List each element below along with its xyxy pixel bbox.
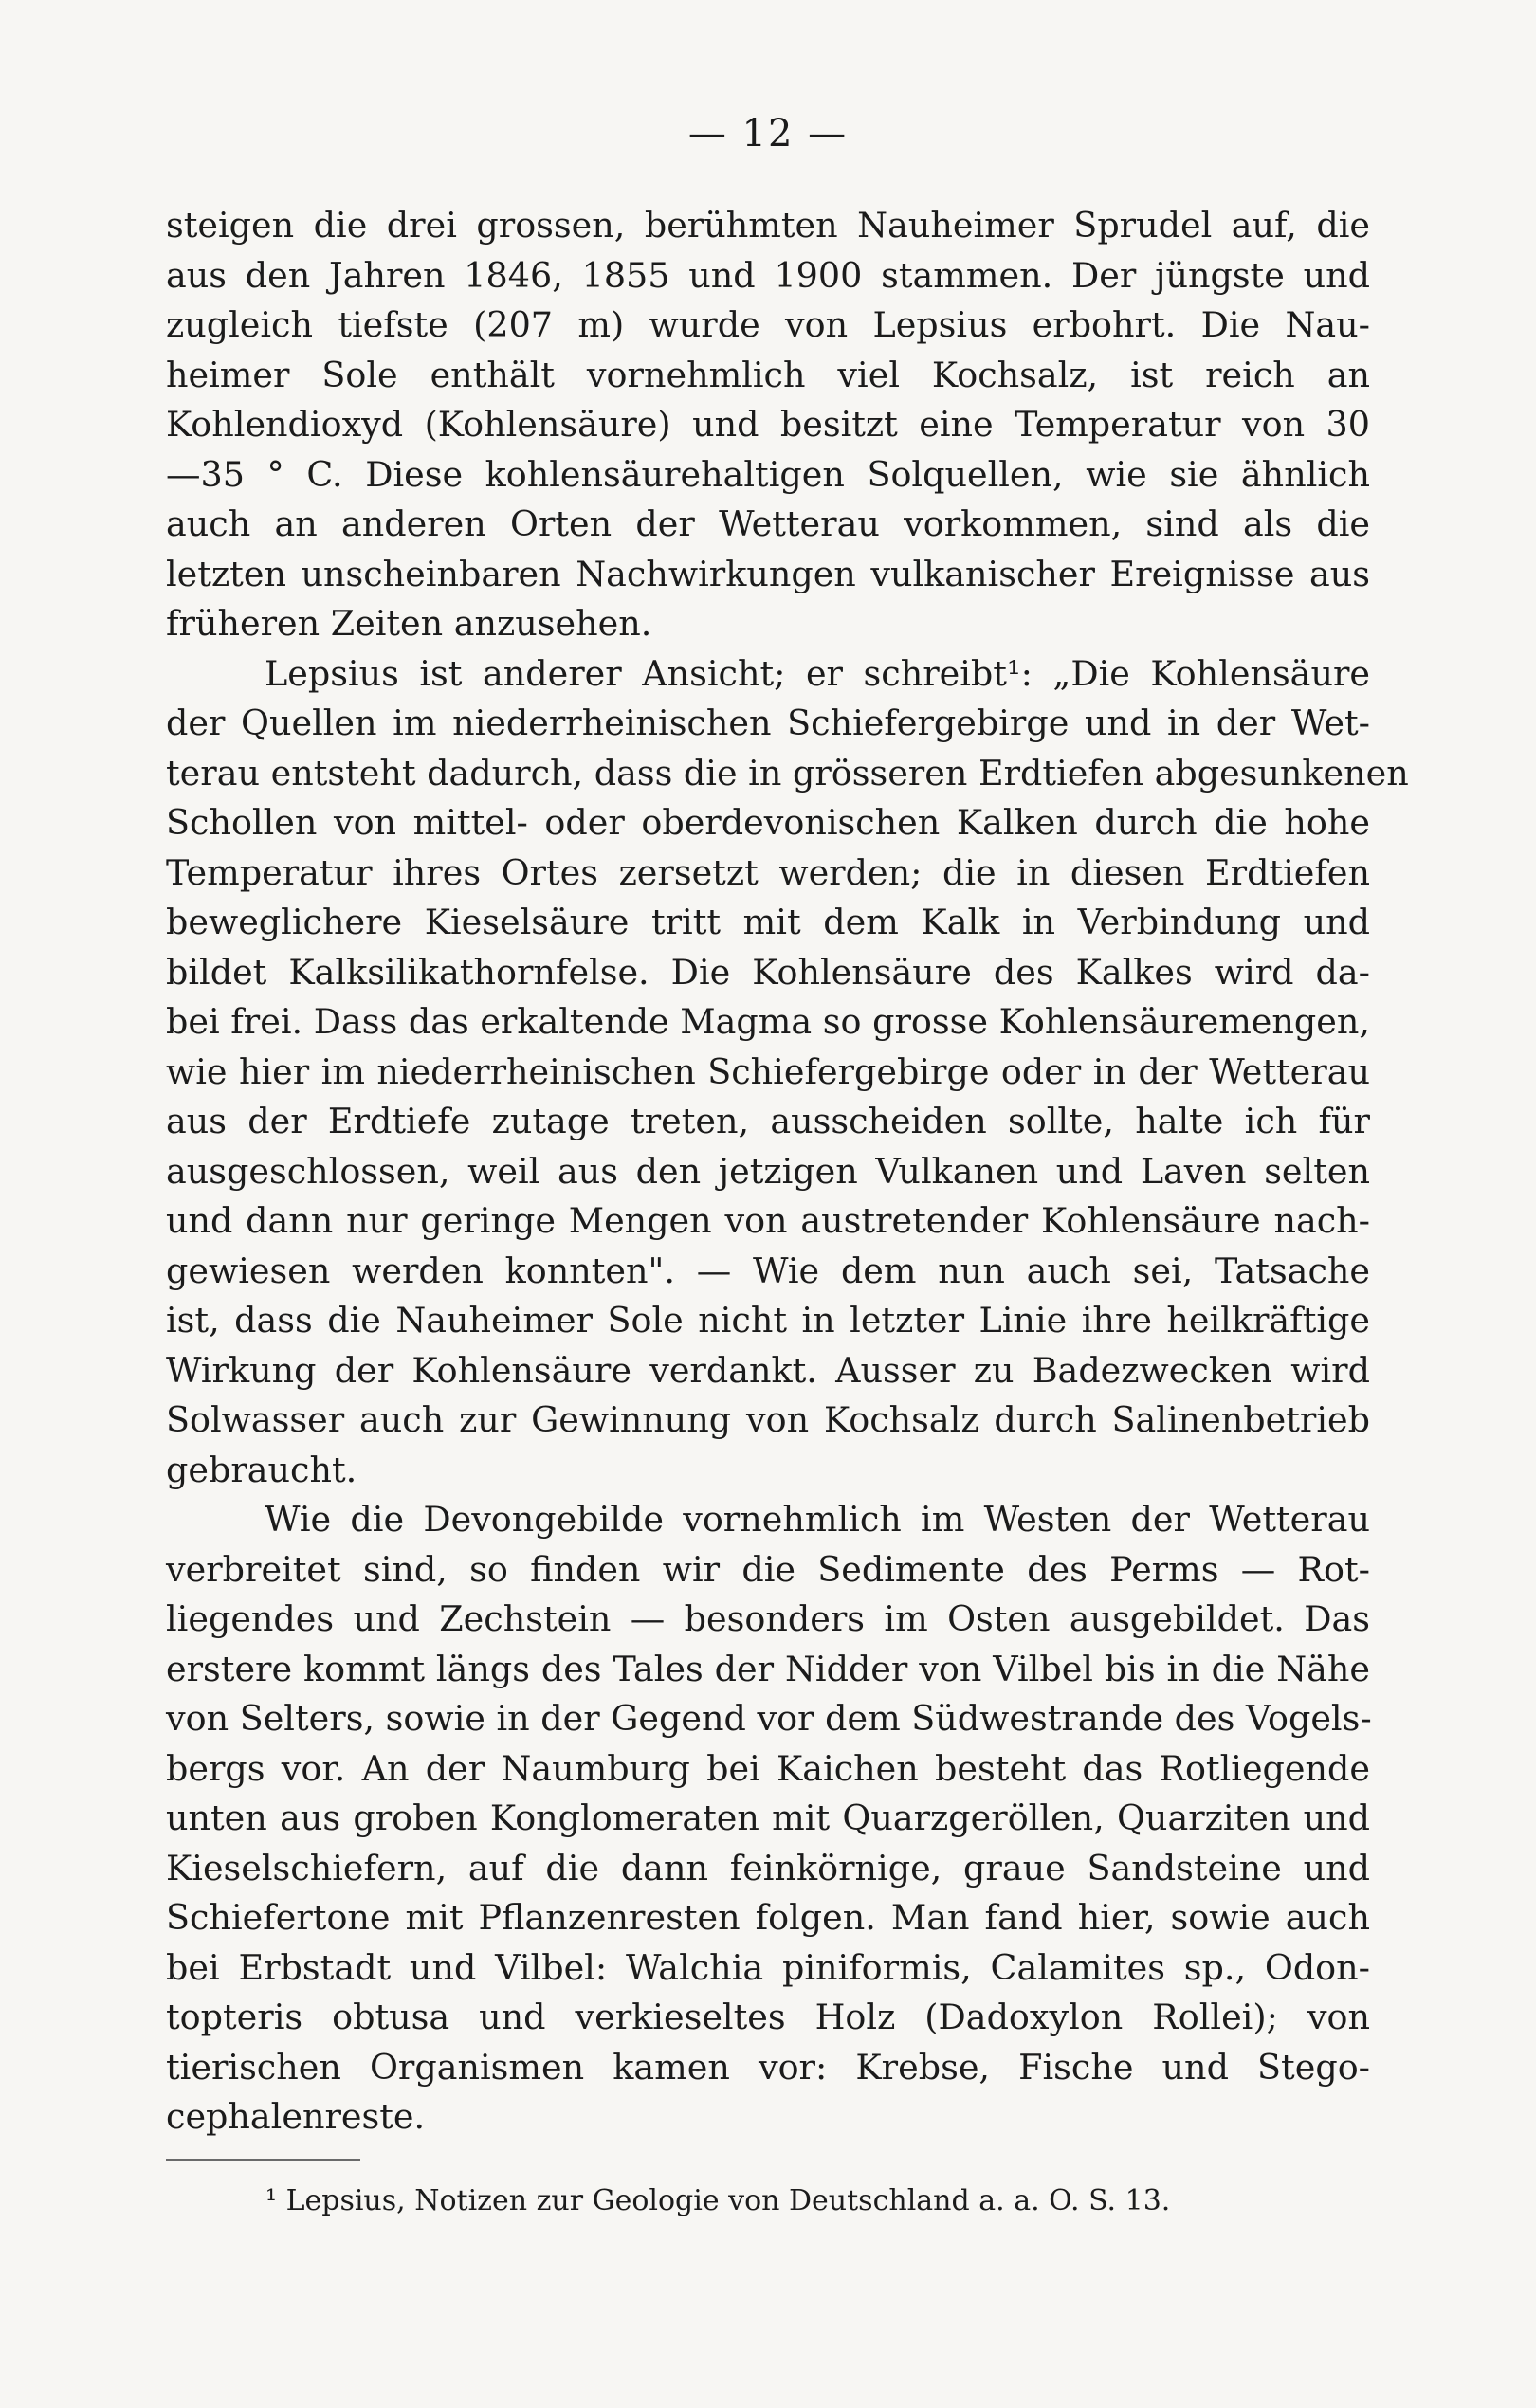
text-line: der Quellen im niederrheinischen Schiefergebirge und in der Wet- (166, 702, 1370, 743)
text-line: Solwasser auch zur Gewinnung von Kochsalz durch Salinenbetrieb (166, 1399, 1370, 1440)
page-number: — 12 — (687, 112, 849, 155)
text-line: Kohlendioxyd (Kohlensäure) und besitzt eine Temperatur von 30 (166, 404, 1370, 445)
text-line: letzten unscheinbaren Nachwirkungen vulkanischer Ereignisse aus (166, 553, 1370, 594)
footnote: ¹ Lepsius, Notizen zur Geologie von Deutschland a. a. O. S. 13. (265, 2184, 1171, 2217)
text-line: bei Erbstadt und Vilbel: Walchia piniformis, Calamites sp., Odon- (166, 1946, 1370, 1988)
text-line: cephalenreste. (166, 2096, 426, 2137)
text-line: Schiefertone mit Pflanzenresten folgen. Man fand hier, sowie auch (166, 1897, 1370, 1938)
text-line: unten aus groben Konglomeraten mit Quarzgeröllen, Quarziten und (166, 1797, 1370, 1838)
text-line: liegendes und Zechstein — besonders im Osten ausgebildet. Das (166, 1598, 1370, 1639)
text-line: aus den Jahren 1846, 1855 und 1900 stammen. Der jüngste und (166, 254, 1370, 296)
text-line: gebraucht. (166, 1449, 357, 1490)
text-line: tierischen Organismen kamen vor: Krebse, Fische und Stego- (166, 2046, 1370, 2088)
text-line: zugleich tiefste (207 m) wurde von Lepsius erbohrt. Die Nau- (166, 304, 1370, 345)
text-line: bildet Kalksilikathornfelse. Die Kohlensäure des Kalkes wird da- (166, 951, 1370, 993)
text-line: Schollen von mittel- oder oberdevonischen Kalken durch die hohe (166, 802, 1370, 843)
text-line: beweglichere Kieselsäure tritt mit dem Kalk in Verbindung und (166, 902, 1370, 942)
text-line: aus der Erdtiefe zutage treten, ausscheiden sollte, halte ich für (166, 1101, 1370, 1141)
text-line: und dann nur geringe Mengen von austretender Kohlensäure nach- (166, 1200, 1370, 1241)
text-line: terau entsteht dadurch, dass die in grösseren Erdtiefen abgesunkenen (166, 752, 1409, 794)
text-line: verbreitet sind, so finden wir die Sedimente des Perms — Rot- (166, 1548, 1370, 1590)
text-line: heimer Sole enthält vornehmlich viel Kochsalz, ist reich an (166, 354, 1370, 395)
text-line: von Selters, sowie in der Gegend vor dem Südwestrande des Vogels- (166, 1698, 1372, 1739)
text-line: Lepsius ist anderer Ansicht; er schreibt¹: „Die Kohlensäure (265, 652, 1370, 694)
text-line: ist, dass die Nauheimer Sole nicht in letzter Linie ihre heilkräftige (166, 1300, 1370, 1341)
text-line: früheren Zeiten anzusehen. (166, 603, 652, 644)
footnote-divider (166, 2159, 360, 2161)
text-line: bergs vor. An der Naumburg bei Kaichen besteht das Rotliegende (166, 1747, 1370, 1789)
body-text (166, 201, 1409, 2143)
text-line: auch an anderen Orten der Wetterau vorkommen, sind als die (166, 503, 1370, 544)
text-line: Temperatur ihres Ortes zersetzt werden; die in diesen Erdtiefen (166, 851, 1370, 893)
text-line: topteris obtusa und verkieseltes Holz (Dadoxylon Rollei); von (166, 1997, 1370, 2037)
text-line: Wie die Devongebilde vornehmlich im Westen der Wetterau (265, 1499, 1370, 1540)
text-line: Kieselschiefern, auf die dann feinkörnige, graue Sandsteine und (166, 1847, 1370, 1888)
text-line: gewiesen werden konnten". — Wie dem nun auch sei, Tatsache (166, 1250, 1370, 1291)
text-line: bei frei. Dass das erkaltende Magma so grosse Kohlensäuremengen, (166, 1001, 1370, 1042)
text-line: erstere kommt längs des Tales der Nidder von Vilbel bis in die Nähe (166, 1648, 1370, 1689)
text-line: steigen die drei grossen, berühmten Nauheimer Sprudel auf, die (166, 205, 1370, 246)
text-line: ausgeschlossen, weil aus den jetzigen Vulkanen und Laven selten (166, 1150, 1370, 1192)
text-line: —35 ° C. Diese kohlensäurehaltigen Solquellen, wie sie ähnlich (166, 453, 1370, 495)
text-line: Wirkung der Kohlensäure verdankt. Ausser zu Badezwecken wird (166, 1349, 1370, 1391)
text-line: wie hier im niederrheinischen Schiefergebirge oder in der Wetterau (166, 1050, 1370, 1092)
